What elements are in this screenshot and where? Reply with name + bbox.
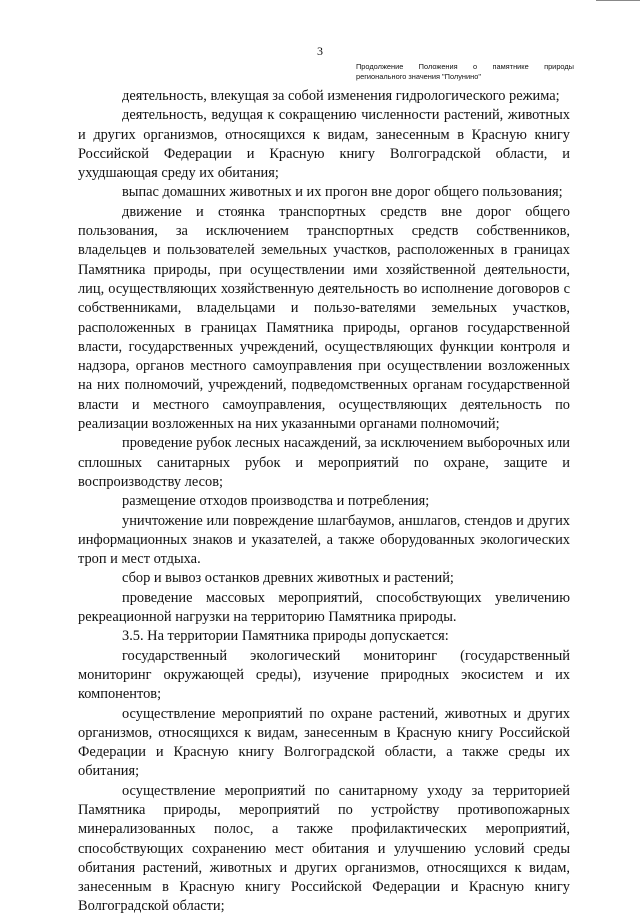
- top-edge-line: [596, 0, 640, 1]
- paragraph-5: проведение рубок лесных насаждений, за исключением выборочных или сплошных санитарных рубок и мероприятий по охране, защите и воспроизводству лесов;: [78, 435, 570, 490]
- paragraph-4: движение и стоянка транспортных средств вне дорог общего пользования, за исключением транспортных средств собственников, владельцев и пользователей земельных участков, расположенных в границах Памятника природы, при осуществлении ими хозяйственной деятельности, лиц, осуществляющих хозяйственную деятельность во исполнение договоров с собственниками, владельцами и пользо-вателями земельных участков, расположенных в границах Памятника природы, органов государственной власти, государственных учреждений, осуществляющих функции контроля и надзора, органов местного самоуправления при осуществлении возложенных на них полномочий, учреждений, подведомственных органам государственной власти и местного самоуправления, осуществляющих деятельность по реализации возложенных на них указанными органами полномочий;: [78, 203, 570, 433]
- page-number: 3: [317, 44, 323, 58]
- paragraph-9: проведение массовых мероприятий, способствующих увеличению рекреационной нагрузки на территорию Памятника природы.: [78, 589, 570, 626]
- running-header: [356, 62, 574, 81]
- running-header-line-2: регионального значения "Полунино": [356, 71, 481, 81]
- paragraph-1: деятельность, влекущая за собой изменения гидрологического режима;: [122, 88, 560, 104]
- running-header-line-1: Продолжение Положения о памятнике природы: [356, 62, 574, 71]
- paragraph-3: выпас домашних животных и их прогон вне дорог общего пользования;: [122, 184, 563, 201]
- paragraph-8: сбор и вывоз останков древних животных и растений;: [122, 570, 454, 587]
- paragraph-11: государственный экологический мониторинг (государственный мониторинг окружающей среды), изучение природных экосистем и их компонентов;: [78, 647, 570, 703]
- paragraph-2: деятельность, ведущая к сокращению численности растений, животных и других организмов, относящихся к видам, занесенным в Красную книгу Российской Федерации и Красную книгу Волгоградской области, и ухудшающая среду их обитания;: [78, 107, 570, 182]
- paragraph-13: осуществление мероприятий по санитарному уходу за территорией Памятника природы, мероприятий по устройству противопожарных минерализованных полос, а также профилактических мероприятий, способствующих сохранению мест обитания и улучшению условий среды обитания растений, животных и других организмов, относящихся к видам, занесенным в Красную книгу Российской Федерации и Красную книгу Волгоградской области;: [78, 782, 570, 915]
- paragraph-7: уничтожение или повреждение шлагбаумов, аншлагов, стендов и других информационных знаков и указателей, а также оборудованных экологических троп и мест отдыха.: [78, 512, 570, 568]
- paragraph-10: 3.5. На территории Памятника природы допускается:: [122, 628, 449, 645]
- paragraph-12: осуществление мероприятий по охране растений, животных и других организмов, относящихся к видам, занесенным в Красную книгу Российской Федерации и Красную книгу Волгоградской области, а также среды их обитания;: [78, 705, 570, 780]
- document-body: [78, 87, 570, 917]
- paragraph-6: размещение отходов производства и потребления;: [122, 493, 430, 510]
